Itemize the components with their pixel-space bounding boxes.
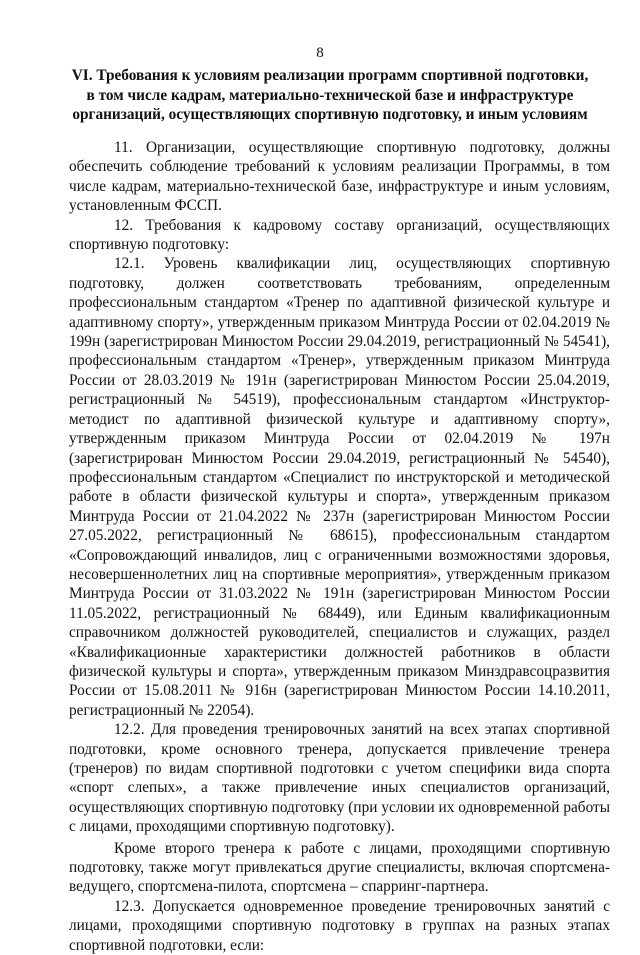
paragraph-11: 11. Организации, осуществляющие спортивную подготовку, должны обеспечить соблюдение требований к условиям реализации Программы, в том числе кадрам, материально-технической базе, инфраструктуре и иным условиям, установленным ФССП. bbox=[69, 139, 610, 215]
paragraph-12-3: 12.3. Допускается одновременное проведение тренировочных занятий с лицами, проходящими спортивную подготовку в группах на разных этапах спортивной подготовки, если: bbox=[69, 897, 610, 954]
paragraph-12-2: 12.2. Для проведения тренировочных занятий на всех этапах спортивной подготовки, кроме основного тренера, допускается привлечение тренера (тренеров) по видам спортивной подготовки с учетом специфики вида спорта «спорт слепых», а также привлечение иных специалистов организаций, осуществляющих спортивную подготовку (при условии их одновременной работы с лицами, проходящими спортивную подготовку). bbox=[69, 721, 610, 836]
document-body bbox=[69, 138, 610, 955]
paragraph-12: 12. Требования к кадровому составу организаций, осуществляющих спортивную подготовку: bbox=[69, 216, 610, 254]
section-heading: VI. Требования к условиям реализации программ спортивной подготовки, в том числе кадрам, материально-технической базе и инфраструктуре организаций, осуществляющих спортивную подготовку, и иным условиям bbox=[71, 67, 589, 123]
page-number: 8 bbox=[316, 45, 324, 61]
paragraph-12-2-continued: Кроме второго тренера к работе с лицами, проходящими спортивную подготовку, также могут привлекаться другие специалисты, включая спортсмена-ведущего, спортсмена-пилота, спортсмена – спарринг-партнера. bbox=[69, 839, 610, 896]
paragraph-12-1: 12.1. Уровень квалификации лиц, осуществляющих спортивную подготовку, должен соответствовать требованиям, определенным профессиональным стандартом «Тренер по адаптивной физической культуре и адаптивному спорту», утвержденным приказом Минтруда России от 02.04.2019 № 199н (зарегистрирован Минюстом России 29.04.2019, регистрационный № 54541), профессиональным стандартом «Тренер», утвержденным приказом Минтруда России от 28.03.2019 № 191н (зарегистрирован Минюстом России 25.04.2019, регистрационный № 54519), профессиональным стандартом «Инструктор-методист по адаптивной физической культуре и адаптивному спорту», утвержденным приказом Минтруда России от 02.04.2019 № 197н (зарегистрирован Минюстом России 29.04.2019, регистрационный № 54540), профессиональным стандартом «Специалист по инструкторской и методической работе в области физической культуры и спорта», утвержденным приказом Минтруда России от 21.04.2022 № 237н (зарегистрирован Минюстом России 27.05.2022, регистрационный № 68615), профессиональным стандартом «Сопровождающий инвалидов, лиц с ограниченными возможностями здоровья, несовершеннолетних лиц на спортивные мероприятия», утвержденным приказом Минтруда России от 31.03.2022 № 191н (зарегистрирован Минюстом России 11.05.2022, регистрационный № 68449), или Единым квалификационным справочником должностей руководителей, специалистов и служащих, раздел «Квалификационные характеристики должностей работников в области физической культуры и спорта», утвержденным приказом Минздравсоцразвития России от 15.08.2011 № 916н (зарегистрирован Минюстом России 14.10.2011, регистрационный № 22054). bbox=[69, 255, 610, 719]
